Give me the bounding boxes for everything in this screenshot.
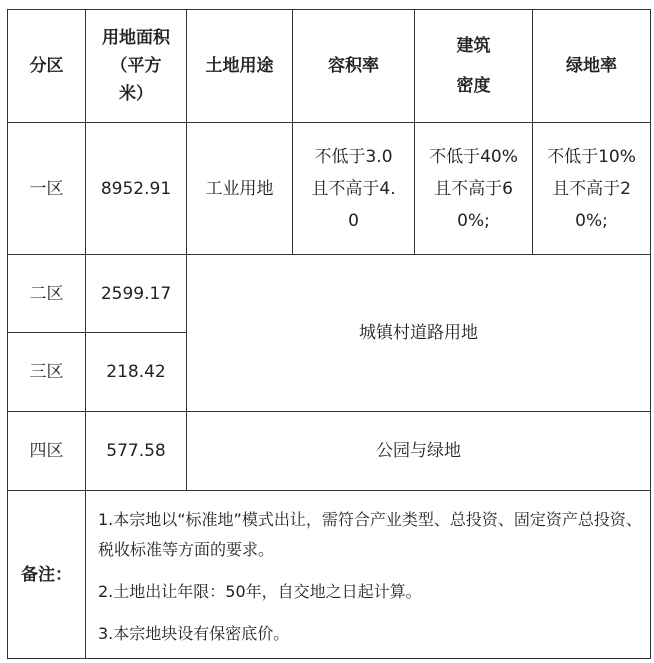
density-line3: 0%;: [457, 210, 490, 231]
header-row: [8, 10, 651, 123]
far-line1: 不低于3.0: [314, 146, 393, 167]
land-use-cell: 工业用地: [187, 123, 293, 255]
area-cell: 2599.17: [86, 255, 187, 333]
table-row: [8, 123, 651, 255]
header-area-line1: 用地面积: [102, 28, 170, 48]
remarks-row: [8, 491, 651, 659]
park-green-merged-cell: 公园与绿地: [187, 412, 651, 491]
table-row: [8, 255, 651, 333]
density-line2: 且不高于6: [434, 178, 513, 199]
header-density-line1: 建筑: [456, 36, 491, 56]
header-density-line2: 密度: [456, 76, 491, 96]
remark-note-3: 3.本宗地块设有保密底价。: [98, 623, 290, 643]
table-row: [8, 412, 651, 491]
header-area-line3: 米）: [119, 84, 153, 104]
green-line3: 0%;: [575, 210, 608, 231]
header-building-density: [415, 10, 533, 123]
green-line1: 不低于10%: [547, 146, 636, 167]
green-ratio-cell: [533, 123, 651, 255]
zone-cell: 二区: [8, 255, 86, 333]
header-area-line2: （平方: [110, 56, 162, 76]
header-floor-area-ratio: 容积率: [293, 10, 415, 123]
remark-note-2: 2.土地出让年限：50年，自交地之日起计算。: [98, 581, 422, 601]
zone-cell: 一区: [8, 123, 86, 255]
header-green-ratio: 绿地率: [533, 10, 651, 123]
remarks-content: [86, 491, 651, 659]
zone-cell: 三区: [8, 333, 86, 412]
header-area: [86, 10, 187, 123]
far-line2: 且不高于4.: [311, 178, 396, 199]
area-cell: 577.58: [86, 412, 187, 491]
land-parcel-table: [7, 9, 651, 659]
zone-cell: 四区: [8, 412, 86, 491]
green-line2: 且不高于2: [552, 178, 631, 199]
area-cell: 8952.91: [86, 123, 187, 255]
header-zone: 分区: [8, 10, 86, 123]
remarks-label: 备注：: [8, 491, 86, 659]
header-land-use: 土地用途: [187, 10, 293, 123]
building-density-cell: [415, 123, 533, 255]
road-land-merged-cell: 城镇村道路用地: [187, 255, 651, 412]
remark-note-1: 1.本宗地以“标准地”模式出让，需符合产业类型、总投资、固定资产总投资、税收标准等方面的要求。: [98, 509, 642, 559]
far-line3: 0: [348, 210, 359, 231]
area-cell: 218.42: [86, 333, 187, 412]
density-line1: 不低于40%: [429, 146, 518, 167]
floor-area-ratio-cell: [293, 123, 415, 255]
